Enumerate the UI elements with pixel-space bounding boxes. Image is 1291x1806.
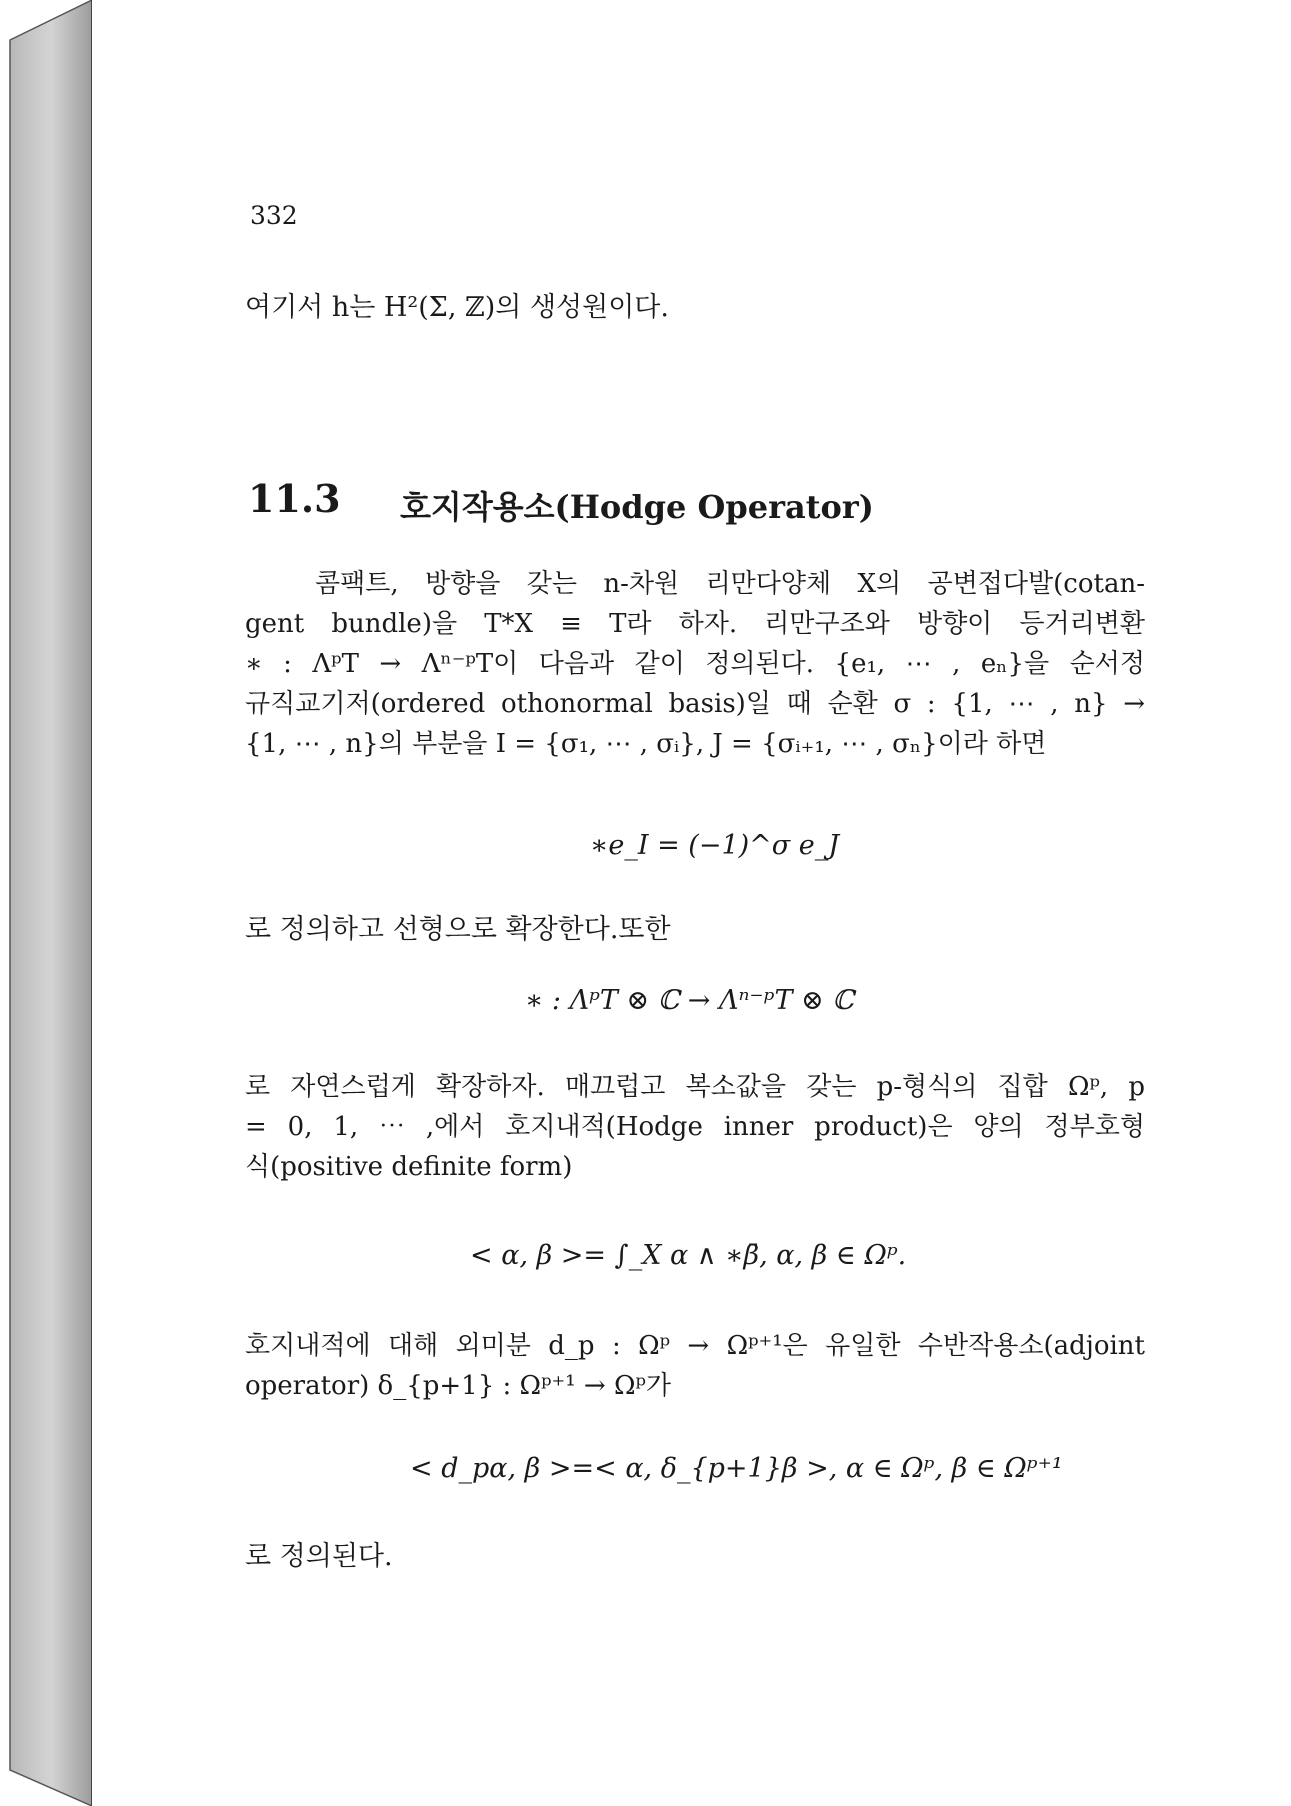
text-line-after-eq1: 로 정의하고 선형으로 확장한다.또한 <box>245 914 671 945</box>
para2-line-2: = 0, 1, ⋯ ,에서 호지내적(Hodge inner product)은 양의 정부호형 <box>245 1112 1145 1142</box>
para1-line-3: ∗ : ΛᵖT → Λⁿ⁻ᵖT이 다음과 같이 정의된다. {e₁, ⋯ , eₙ}을 순서정 <box>245 649 1145 679</box>
para1-line-4: 규직교기저(ordered othonormal basis)일 때 순환 σ : {1, ⋯ , n} → <box>245 689 1145 719</box>
closing-line: 로 정의된다. <box>245 1541 393 1572</box>
para3-line-1: 호지내적에 대해 외미분 d_p : Ωᵖ → Ωᵖ⁺¹은 유일한 수반작용소(adjoint <box>245 1331 1145 1361</box>
paragraph-definition <box>245 564 1145 764</box>
section-number: 11.3 <box>248 476 341 521</box>
book-page <box>92 0 1291 1806</box>
para1-line-2: gent bundle)을 T*X ≡ T라 하자. 리만구조와 방향이 등거리변환 <box>245 609 1145 639</box>
para2-line-1: 로 자연스럽게 확장하자. 매끄럽고 복소값을 갖는 p-형식의 집합 Ωᵖ, p <box>245 1072 1145 1102</box>
para2-line-3: 식(positive definite form) <box>245 1152 573 1182</box>
page-number: 332 <box>250 201 298 230</box>
equation-hodge-star: ∗e_I = (−1)^σ e_J <box>590 830 840 861</box>
paragraph-inner-product <box>245 1067 1145 1187</box>
equation-adjoint: < d_pα, β >=< α, δ_{p+1}β >, α ∈ Ωᵖ, β ∈ Ωᵖ⁺¹ <box>410 1453 1063 1484</box>
paragraph-adjoint <box>245 1326 1145 1406</box>
equation-complex-extension: ∗ : ΛᵖT ⊗ ℂ → Λⁿ⁻ᵖT ⊗ ℂ <box>525 985 854 1016</box>
para3-line-2: operator) δ_{p+1} : Ωᵖ⁺¹ → Ωᵖ가 <box>245 1371 672 1401</box>
section-title: 호지작용소(Hodge Operator) <box>400 488 874 526</box>
para1-line-1: 콤팩트, 방향을 갖는 n-차원 리만다양체 X의 공변접다발(cotan- <box>315 569 1145 599</box>
equation-inner-product: < α, β >= ∫_X α ∧ ∗β̄, α, β ∈ Ωᵖ. <box>470 1240 907 1271</box>
para1-line-5: {1, ⋯ , n}의 부분을 I = {σ₁, ⋯ , σᵢ}, J = {σᵢ₊₁, ⋯ , σₙ}이라 하면 <box>245 729 1047 759</box>
intro-line: 여기서 h는 H²(Σ, ℤ)의 생성원이다. <box>245 292 669 323</box>
